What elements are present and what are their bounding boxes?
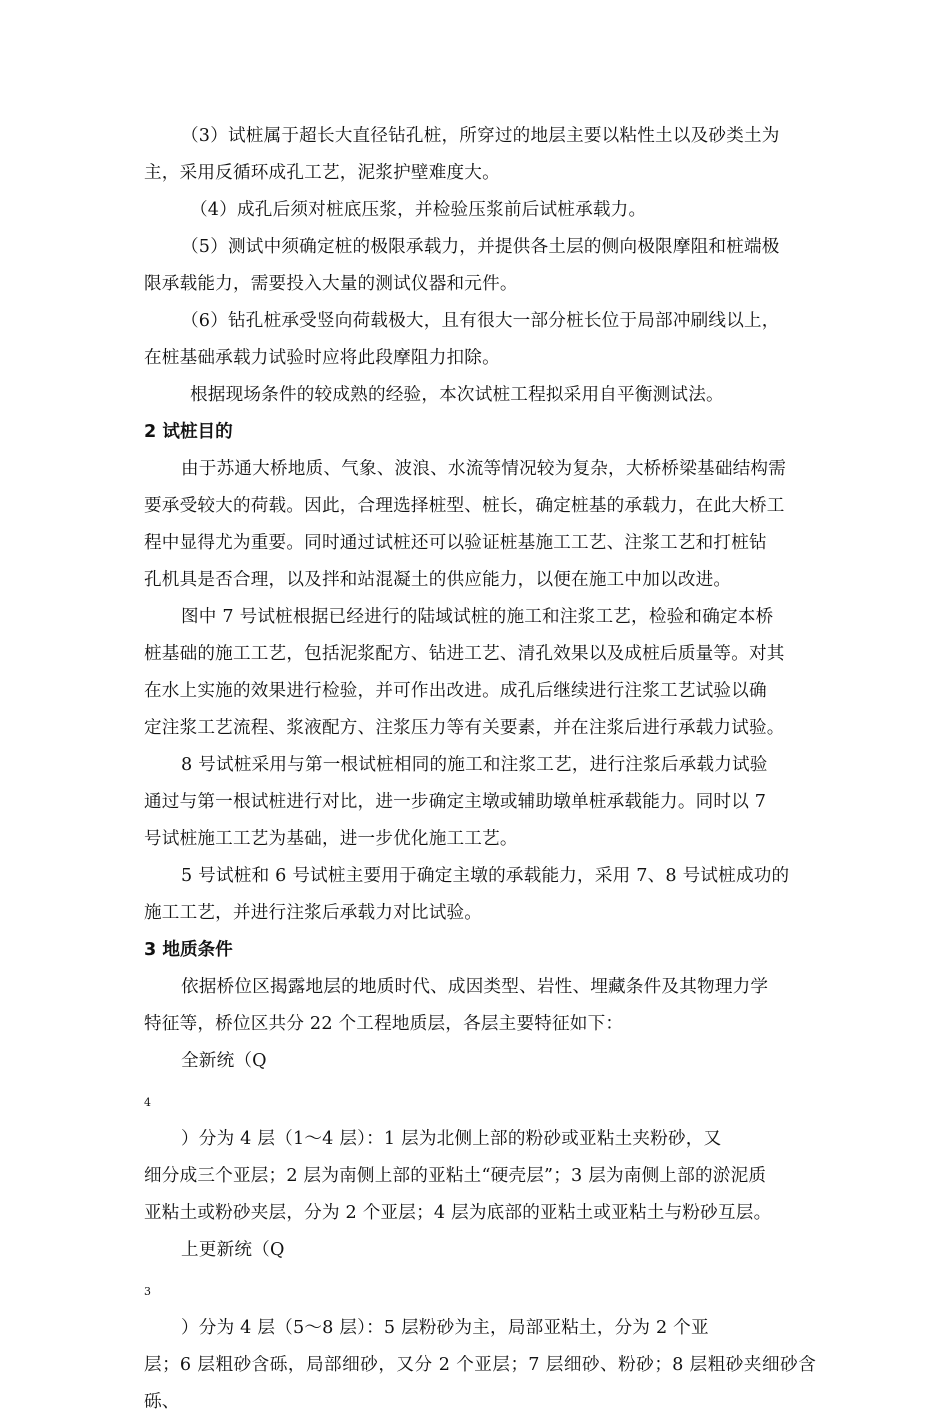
text-line: 层；6 层粗砂含砾，局部细砂，又分 2 个亚层；7 层细砂、粉砂；8 层粗砂夹细砂含砾、	[144, 1355, 816, 1412]
text-line: 限承载能力，需要投入大量的测试仪器和元件。	[144, 274, 518, 294]
text-line: 程中显得尤为重要。同时通过试桩还可以验证桩基施工工艺、注浆工艺和打桩钻	[144, 533, 767, 553]
text-line: 号试桩施工工艺为基础，进一步优化施工工艺。	[144, 829, 518, 849]
paragraph-item-5	[144, 229, 816, 303]
paragraph	[144, 451, 816, 599]
text-line: 由于苏通大桥地质、气象、波浪、水流等情况较为复杂，大桥桥梁基础结构需	[181, 459, 786, 479]
paragraph-pleistocene	[144, 1232, 816, 1421]
stratum-subscript: 4	[144, 1096, 152, 1109]
text-line: 细分成三个亚层；2 层为南侧上部的亚粘土“硬壳层”；3 层为南侧上部的淤泥质	[144, 1166, 767, 1186]
text-line: 主，采用反循环成孔工艺，泥浆护壁难度大。	[144, 163, 500, 183]
text-run: ）分为 4 层（1～4 层）：1 层为北侧上部的粉砂或亚粘土夹粉砂，又	[181, 1129, 722, 1149]
text-line: （6）钻孔桩承受竖向荷载极大，且有很大一部分桩长位于局部冲刷线以上，	[181, 311, 780, 331]
text-line: （3）试桩属于超长大直径钻孔桩，所穿过的地层主要以粘性土以及砂类土为	[181, 126, 780, 146]
paragraph	[144, 969, 816, 1043]
stratum-subscript: 3	[144, 1285, 152, 1298]
paragraph-item-6	[144, 303, 816, 377]
paragraph	[144, 858, 816, 932]
text-line: 在桩基础承载力试验时应将此段摩阻力扣除。	[144, 348, 500, 368]
text-line	[144, 1043, 816, 1158]
text-line: 依据桥位区揭露地层的地质时代、成因类型、岩性、埋藏条件及其物理力学	[181, 977, 769, 997]
text-line: 孔机具是否合理，以及拌和站混凝土的供应能力，以便在施工中加以改进。	[144, 570, 732, 590]
section-heading-3: 3 地质条件	[144, 940, 233, 960]
paragraph	[144, 599, 816, 747]
paragraph-conclusion	[144, 377, 816, 414]
section-heading-2: 2 试桩目的	[144, 422, 233, 442]
stratum-label: 全新统（Q	[181, 1051, 267, 1071]
text-line: 桩基础的施工工艺，包括泥浆配方、钻进工艺、清孔效果以及成桩后质量等。对其	[144, 644, 785, 664]
text-line: 图中 7 号试桩根据已经进行的陆域试桩的施工和注浆工艺，检验和确定本桥	[181, 607, 774, 627]
text-line: 要承受较大的荷载。因此，合理选择桩型、桩长，确定桩基的承载力，在此大桥工	[144, 496, 785, 516]
text-line: 8 号试桩采用与第一根试桩相同的施工和注浆工艺，进行注浆后承载力试验	[181, 755, 768, 775]
text-line: 5 号试桩和 6 号试桩主要用于确定主墩的承载能力，采用 7、8 号试桩成功的	[181, 866, 790, 886]
text-line	[144, 1232, 816, 1347]
paragraph-item-4	[144, 192, 816, 229]
text-run: ）分为 4 层（5～8 层）：5 层粉砂为主，局部亚粘土，分为 2 个亚	[181, 1318, 709, 1338]
text-line: 在水上实施的效果进行检验，并可作出改进。成孔后继续进行注浆工艺试验以确	[144, 681, 767, 701]
paragraph-holocene	[144, 1043, 816, 1232]
text-line: 亚粘土或粉砂夹层，分为 2 个亚层；4 层为底部的亚粘土或亚粘土与粉砂互层。	[144, 1203, 772, 1223]
paragraph	[144, 747, 816, 858]
text-line: 根据现场条件的较成熟的经验，本次试桩工程拟采用自平衡测试法。	[190, 385, 724, 405]
paragraph-item-3	[144, 118, 816, 192]
text-line: 通过与第一根试桩进行对比，进一步确定主墩或辅助墩单桩承载能力。同时以 7	[144, 792, 767, 812]
text-line: 施工工艺，并进行注浆后承载力对比试验。	[144, 903, 483, 923]
text-line: （4）成孔后须对桩底压浆，并检验压浆前后试桩承载力。	[190, 200, 647, 220]
stratum-label: 上更新统（Q	[181, 1240, 285, 1260]
text-line: 定注浆工艺流程、浆液配方、注浆压力等有关要素，并在注浆后进行承载力试验。	[144, 718, 785, 738]
text-line: （5）测试中须确定桩的极限承载力，并提供各土层的侧向极限摩阻和桩端极	[181, 237, 780, 257]
text-line: 特征等，桥位区共分 22 个工程地质层，各层主要特征如下：	[144, 1014, 624, 1034]
document-page	[144, 118, 816, 1421]
